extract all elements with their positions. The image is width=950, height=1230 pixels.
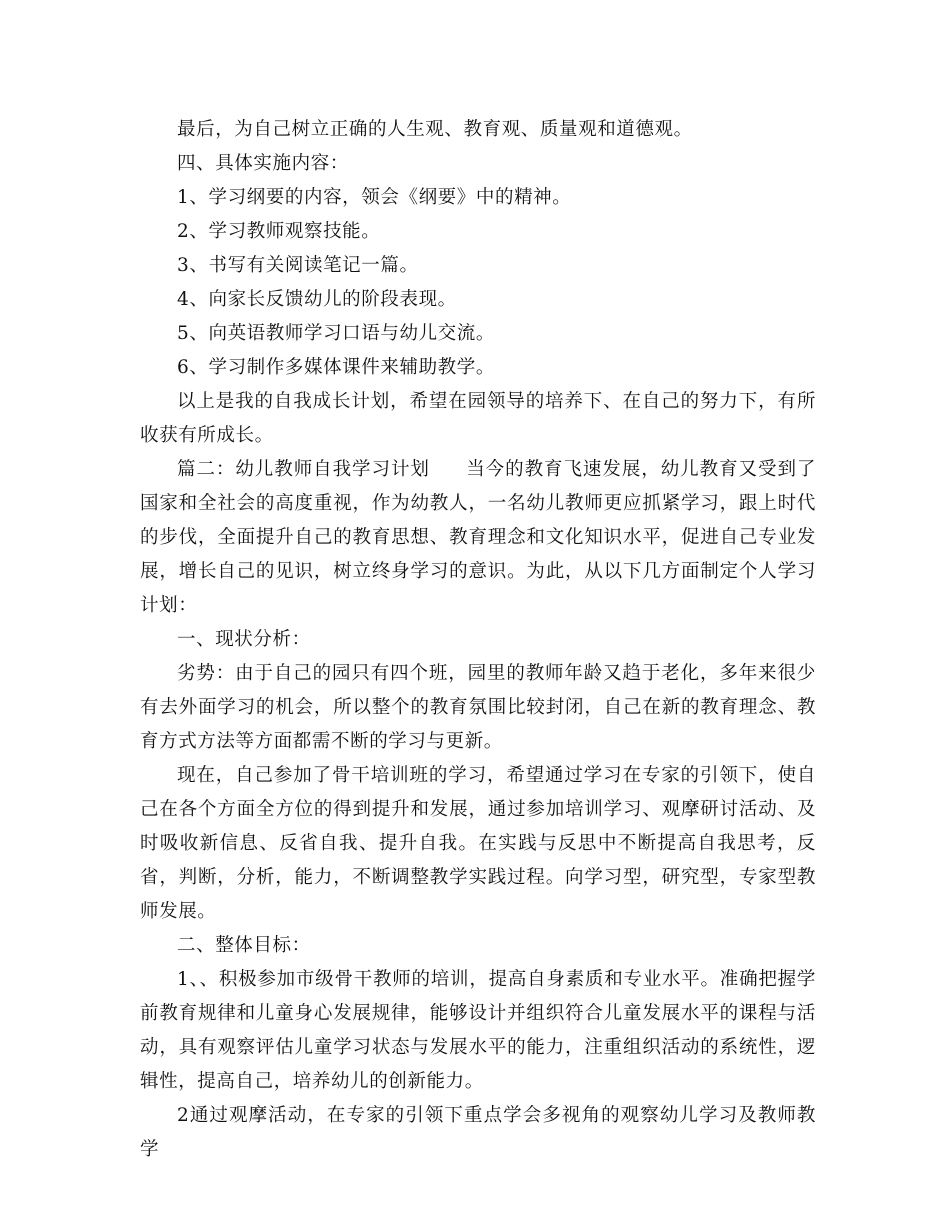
heading-status-analysis: 一、现状分析： <box>177 629 311 650</box>
list-item-1: 1、学习纲要的内容，领会《纲要》中的精神。 <box>177 187 572 208</box>
list-item-6: 6、学习制作多媒体课件来辅助教学。 <box>177 357 495 378</box>
heading-overall-goal: 二、整体目标： <box>177 935 311 956</box>
goal-item-1: 1、、积极参加市级骨干教师的培训，提高自身素质和专业水平。准确把握学前教育规律和儿童身心发展规律，能够设计并组织符合儿童发展水平的课程与活动，具有观察评估儿童学习状态与发展水平的能力，注重组织活动的系统性，逻辑性，提高自己，培养幼儿的创新能力。 <box>140 969 816 1092</box>
part-two-intro: 当今的教育飞速发展，幼儿教育又受到了国家和全社会的高度重视，作为幼教人，一名幼儿教师更应抓紧学习，跟上时代的步伐，全面提升自己的教育思想、教育理念和文化知识水平，促进自己专业发展，增长自己的见识，树立终身学习的意识。为此，从以下几方面制定个人学习计划： <box>140 459 816 616</box>
paragraph-current: 现在，自己参加了骨干培训班的学习，希望通过学习在专家的引领下，使自己在各个方面全方位的得到提升和发展，通过参加培训学习、观摩研讨活动、及时吸收新信息、反省自我、提升自我。在实践与反思中不断提高自我思考，反省，判断，分析，能力，不断调整教学实践过程。向学习型，研究型，专家型教师发展。 <box>140 765 816 922</box>
document-body <box>140 113 816 1167</box>
part-two-title: 篇二：幼儿教师自我学习计划 <box>177 459 430 480</box>
heading-implementation: 四、具体实施内容： <box>177 153 349 174</box>
paragraph-weakness: 劣势：由于自己的园只有四个班，园里的教师年龄又趋于老化，多年来很少有去外面学习的机会，所以整个的教育氛围比较封闭，自己在新的教育理念、教育方式方法等方面都需不断的学习与更新。 <box>140 663 816 752</box>
paragraph-closing-goal: 最后，为自己树立正确的人生观、教育观、质量观和道德观。 <box>177 119 693 140</box>
paragraph-summary: 以上是我的自我成长计划，希望在园领导的培养下、在自己的努力下，有所收获有所成长。 <box>140 391 816 446</box>
paragraph-part-two <box>140 453 816 623</box>
list-item-5: 5、向英语教师学习口语与幼儿交流。 <box>177 323 495 344</box>
list-item-4: 4、向家长反馈幼儿的阶段表现。 <box>177 289 457 310</box>
list-item-3: 3、书写有关阅读笔记一篇。 <box>177 255 419 276</box>
goal-item-2: 2通过观摩活动，在专家的引领下重点学会多视角的观察幼儿学习及教师教学 <box>140 1105 816 1160</box>
list-item-2: 2、学习教师观察技能。 <box>177 221 381 242</box>
